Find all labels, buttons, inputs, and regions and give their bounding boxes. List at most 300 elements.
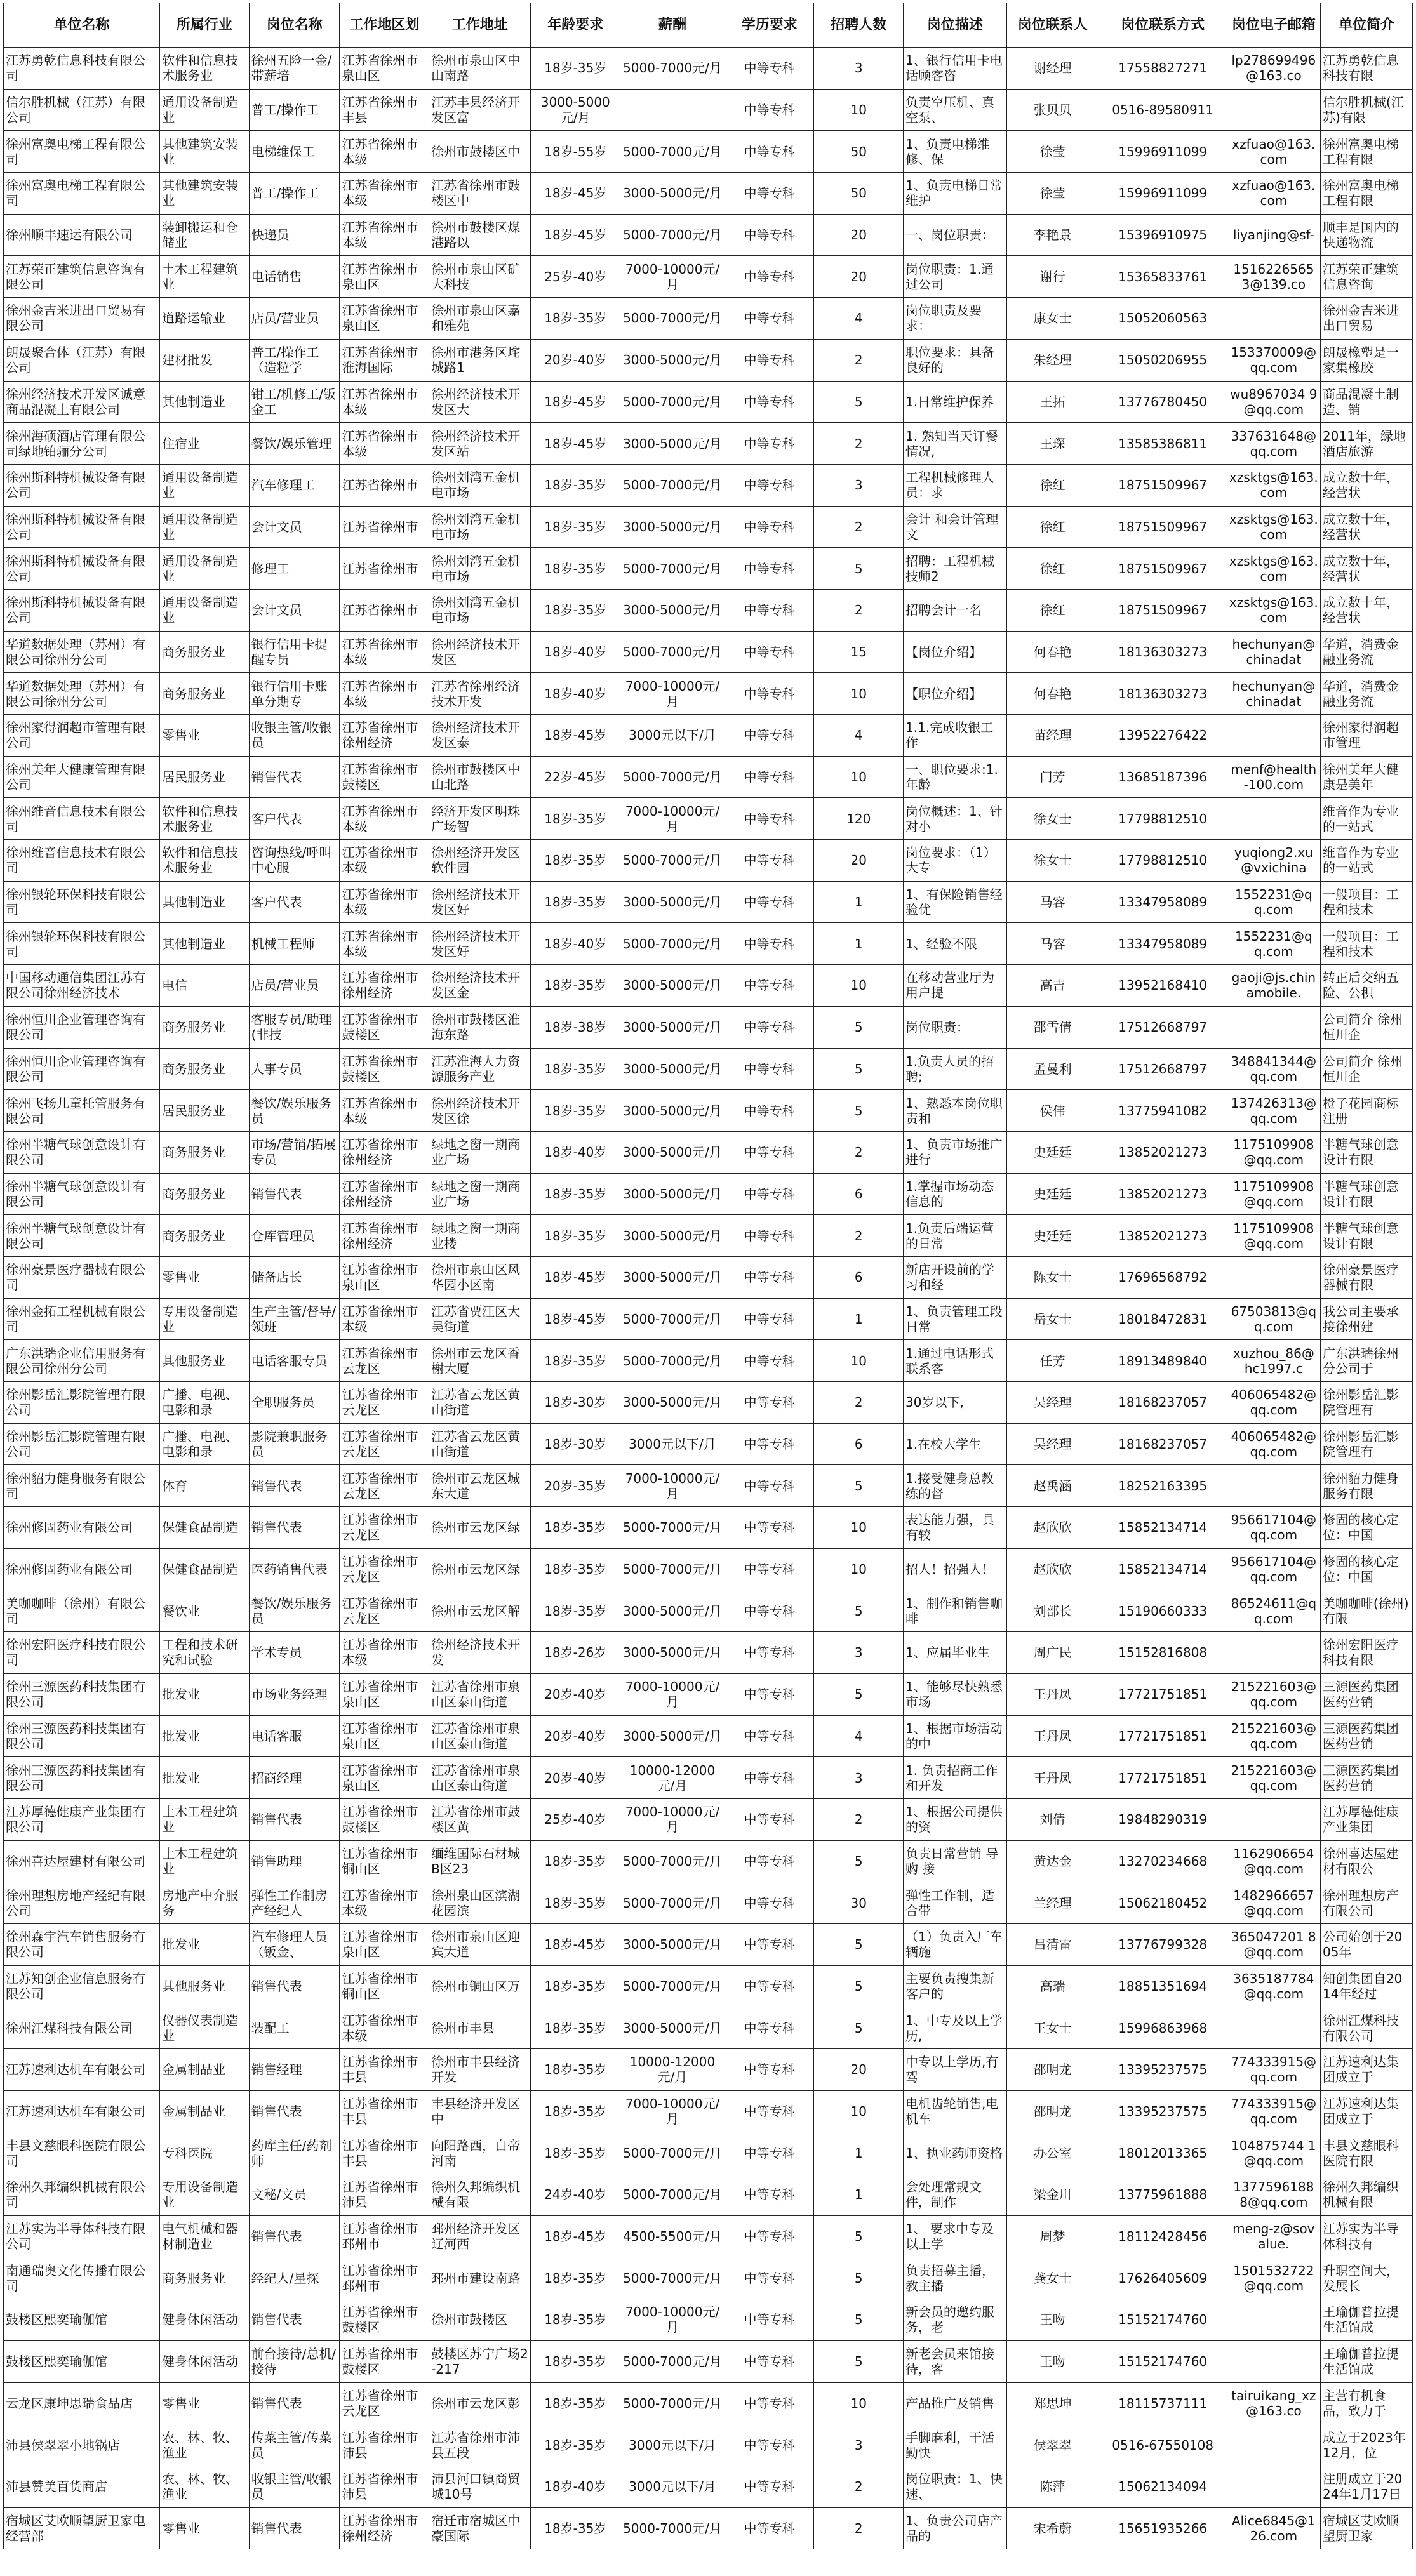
col-email-cell[interactable]: [1227, 2174, 1320, 2216]
col-education-cell[interactable]: [725, 548, 814, 590]
col-headcount-cell[interactable]: [814, 715, 904, 757]
col-email-cell[interactable]: [1227, 1840, 1320, 1882]
col-description-cell[interactable]: [904, 1590, 1007, 1632]
col-phone-cell[interactable]: [1099, 1507, 1227, 1549]
col-headcount-cell[interactable]: [814, 1798, 904, 1840]
col-age-cell[interactable]: [531, 1757, 620, 1799]
col-company-cell[interactable]: [4, 214, 160, 256]
col-phone-cell[interactable]: [1099, 1090, 1227, 1132]
col-description-cell[interactable]: [904, 2132, 1007, 2174]
col-region-cell[interactable]: [340, 339, 429, 381]
col-region-cell[interactable]: [340, 589, 429, 631]
col-education-cell[interactable]: [725, 840, 814, 882]
col-email-cell[interactable]: [1227, 923, 1320, 965]
col-salary-cell[interactable]: [620, 2007, 725, 2049]
col-phone-cell[interactable]: [1099, 1382, 1227, 1424]
col-phone-cell[interactable]: [1099, 2424, 1227, 2466]
col-company-cell[interactable]: [4, 2299, 160, 2341]
col-company-cell[interactable]: [4, 1298, 160, 1340]
col-position-cell[interactable]: [249, 1006, 340, 1048]
col-description-cell[interactable]: [904, 715, 1007, 757]
col-salary-cell[interactable]: [620, 506, 725, 548]
col-description-cell[interactable]: [904, 173, 1007, 215]
col-headcount-cell[interactable]: [814, 1423, 904, 1465]
col-company-cell[interactable]: [4, 1465, 160, 1507]
col-company-cell[interactable]: [4, 2215, 160, 2257]
col-company-cell[interactable]: [4, 339, 160, 381]
col-intro-cell[interactable]: [1320, 923, 1412, 965]
col-region-cell[interactable]: [340, 1715, 429, 1757]
col-address-cell[interactable]: [429, 1340, 531, 1382]
col-position-cell[interactable]: [249, 2382, 340, 2424]
col-description-cell[interactable]: [904, 1965, 1007, 2007]
col-description-cell[interactable]: [904, 589, 1007, 631]
col-phone-cell[interactable]: [1099, 2382, 1227, 2424]
col-headcount-cell[interactable]: [814, 548, 904, 590]
col-education-cell[interactable]: [725, 423, 814, 465]
col-intro-cell[interactable]: [1320, 131, 1412, 173]
col-company-cell[interactable]: [4, 2257, 160, 2299]
col-email-cell[interactable]: [1227, 1798, 1320, 1840]
col-age-cell[interactable]: [531, 1256, 620, 1298]
col-email-cell[interactable]: [1227, 1590, 1320, 1632]
col-description-cell[interactable]: [904, 1215, 1007, 1257]
col-email-cell[interactable]: [1227, 1131, 1320, 1173]
col-phone-cell[interactable]: [1099, 1840, 1227, 1882]
col-age-cell[interactable]: [531, 1131, 620, 1173]
col-headcount-cell[interactable]: [814, 1882, 904, 1924]
col-education-cell[interactable]: [725, 1256, 814, 1298]
col-company-cell[interactable]: [4, 840, 160, 882]
col-contact-cell[interactable]: [1006, 631, 1099, 673]
col-salary-cell[interactable]: [620, 1632, 725, 1674]
col-position-cell[interactable]: [249, 798, 340, 840]
col-education-cell[interactable]: [725, 1882, 814, 1924]
col-region-cell[interactable]: [340, 1923, 429, 1965]
col-company-cell[interactable]: [4, 2174, 160, 2216]
col-description-cell[interactable]: [904, 2049, 1007, 2091]
col-position-cell[interactable]: [249, 464, 340, 506]
col-company-cell[interactable]: [4, 131, 160, 173]
col-phone-cell[interactable]: [1099, 1923, 1227, 1965]
col-contact-cell[interactable]: [1006, 464, 1099, 506]
col-address-cell[interactable]: [429, 673, 531, 715]
col-region-cell[interactable]: [340, 2174, 429, 2216]
col-company-cell[interactable]: [4, 48, 160, 90]
col-phone-cell[interactable]: [1099, 1548, 1227, 1590]
col-position-cell[interactable]: [249, 965, 340, 1007]
col-education-cell[interactable]: [725, 2340, 814, 2382]
col-email-cell[interactable]: [1227, 423, 1320, 465]
col-contact-cell[interactable]: [1006, 1715, 1099, 1757]
col-headcount-cell[interactable]: [814, 1382, 904, 1424]
col-contact-cell[interactable]: [1006, 2424, 1099, 2466]
col-contact-cell[interactable]: [1006, 1840, 1099, 1882]
col-address-cell[interactable]: [429, 2466, 531, 2507]
col-phone-cell[interactable]: [1099, 1215, 1227, 1257]
col-email-cell[interactable]: [1227, 2007, 1320, 2049]
col-region-cell[interactable]: [340, 2257, 429, 2299]
col-company-cell[interactable]: [4, 589, 160, 631]
col-headcount-cell[interactable]: [814, 214, 904, 256]
col-position-cell[interactable]: [249, 214, 340, 256]
col-salary-cell[interactable]: [620, 2257, 725, 2299]
col-education-cell[interactable]: [725, 1715, 814, 1757]
col-region-cell[interactable]: [340, 1423, 429, 1465]
col-age-cell[interactable]: [531, 1382, 620, 1424]
col-email-cell[interactable]: [1227, 48, 1320, 90]
col-contact-cell[interactable]: [1006, 965, 1099, 1007]
col-industry-cell[interactable]: [160, 2049, 250, 2091]
col-industry-cell[interactable]: [160, 715, 250, 757]
col-company-cell[interactable]: [4, 673, 160, 715]
col-contact-cell[interactable]: [1006, 2340, 1099, 2382]
col-position-cell[interactable]: [249, 339, 340, 381]
col-intro-cell[interactable]: [1320, 1507, 1412, 1549]
col-headcount-cell[interactable]: [814, 673, 904, 715]
col-intro-cell[interactable]: [1320, 1923, 1412, 1965]
col-email-cell[interactable]: [1227, 1006, 1320, 1048]
col-email-cell[interactable]: [1227, 2466, 1320, 2507]
col-description-cell[interactable]: [904, 298, 1007, 340]
col-email-cell[interactable]: [1227, 2049, 1320, 2091]
col-industry-cell[interactable]: [160, 2299, 250, 2341]
col-company-cell[interactable]: [4, 1965, 160, 2007]
col-age-cell[interactable]: [531, 1423, 620, 1465]
col-education-cell[interactable]: [725, 1048, 814, 1090]
col-contact-cell[interactable]: [1006, 173, 1099, 215]
col-company-cell[interactable]: [4, 1673, 160, 1715]
col-headcount-cell[interactable]: [814, 1173, 904, 1215]
col-email-cell[interactable]: [1227, 1215, 1320, 1257]
col-contact-cell[interactable]: [1006, 1673, 1099, 1715]
col-headcount-cell[interactable]: [814, 2299, 904, 2341]
col-position-cell[interactable]: [249, 2132, 340, 2174]
col-position-cell[interactable]: [249, 631, 340, 673]
col-description-cell[interactable]: [904, 506, 1007, 548]
col-position-cell[interactable]: [249, 2299, 340, 2341]
col-region-cell[interactable]: [340, 965, 429, 1007]
col-contact-cell[interactable]: [1006, 2090, 1099, 2132]
col-address-cell[interactable]: [429, 2215, 531, 2257]
col-phone-cell[interactable]: [1099, 1256, 1227, 1298]
col-headcount-cell[interactable]: [814, 923, 904, 965]
col-position-cell[interactable]: [249, 173, 340, 215]
col-company-cell[interactable]: [4, 1048, 160, 1090]
col-salary-cell[interactable]: [620, 298, 725, 340]
col-address-cell[interactable]: [429, 1256, 531, 1298]
col-headcount-cell[interactable]: [814, 1757, 904, 1799]
col-region-cell[interactable]: [340, 1382, 429, 1424]
col-education-cell[interactable]: [725, 1173, 814, 1215]
col-intro-cell[interactable]: [1320, 381, 1412, 423]
col-position-cell[interactable]: [249, 381, 340, 423]
col-contact-cell[interactable]: [1006, 1256, 1099, 1298]
col-email-cell[interactable]: [1227, 2257, 1320, 2299]
col-education-cell[interactable]: [725, 2132, 814, 2174]
col-age-cell[interactable]: [531, 1798, 620, 1840]
col-address-cell[interactable]: [429, 1006, 531, 1048]
col-salary-cell[interactable]: [620, 2090, 725, 2132]
col-age-cell[interactable]: [531, 464, 620, 506]
col-headcount-cell[interactable]: [814, 1340, 904, 1382]
col-education-cell[interactable]: [725, 589, 814, 631]
col-age-cell[interactable]: [531, 2215, 620, 2257]
col-company-cell[interactable]: [4, 2424, 160, 2466]
col-address-cell[interactable]: [429, 256, 531, 298]
col-age-cell[interactable]: [531, 173, 620, 215]
col-salary-cell[interactable]: [620, 381, 725, 423]
col-industry-cell[interactable]: [160, 2215, 250, 2257]
col-region-cell[interactable]: [340, 1673, 429, 1715]
col-phone-cell[interactable]: [1099, 673, 1227, 715]
col-intro-cell[interactable]: [1320, 715, 1412, 757]
col-intro-cell[interactable]: [1320, 464, 1412, 506]
col-phone-cell[interactable]: [1099, 339, 1227, 381]
col-industry-cell[interactable]: [160, 256, 250, 298]
col-salary-cell[interactable]: [620, 1465, 725, 1507]
col-age-cell[interactable]: [531, 1590, 620, 1632]
col-intro-cell[interactable]: [1320, 1632, 1412, 1674]
col-contact-cell[interactable]: [1006, 1507, 1099, 1549]
col-industry-cell[interactable]: [160, 1882, 250, 1924]
col-description-cell[interactable]: [904, 1298, 1007, 1340]
col-contact-cell[interactable]: [1006, 923, 1099, 965]
col-company-cell[interactable]: [4, 1340, 160, 1382]
col-company-cell[interactable]: [4, 2132, 160, 2174]
col-industry-cell[interactable]: [160, 2090, 250, 2132]
col-email-cell[interactable]: [1227, 1382, 1320, 1424]
col-education-cell[interactable]: [725, 48, 814, 90]
col-headcount-cell[interactable]: [814, 339, 904, 381]
col-age-cell[interactable]: [531, 48, 620, 90]
col-industry-cell[interactable]: [160, 1340, 250, 1382]
col-position-cell[interactable]: [249, 1673, 340, 1715]
col-address-cell[interactable]: [429, 173, 531, 215]
col-headcount-cell[interactable]: [814, 1965, 904, 2007]
col-position-cell[interactable]: [249, 840, 340, 882]
col-address-cell[interactable]: [429, 2299, 531, 2341]
col-position-cell[interactable]: [249, 2466, 340, 2507]
col-salary-cell[interactable]: [620, 2382, 725, 2424]
col-headcount-cell[interactable]: [814, 131, 904, 173]
col-industry-cell[interactable]: [160, 965, 250, 1007]
col-phone-cell[interactable]: [1099, 1465, 1227, 1507]
col-industry-cell[interactable]: [160, 1215, 250, 1257]
col-description-cell[interactable]: [904, 1006, 1007, 1048]
col-salary-cell[interactable]: [620, 1215, 725, 1257]
col-industry-cell[interactable]: [160, 1548, 250, 1590]
col-intro-cell[interactable]: [1320, 2466, 1412, 2507]
col-salary-cell[interactable]: [620, 1798, 725, 1840]
col-contact-cell[interactable]: [1006, 2466, 1099, 2507]
col-position-cell[interactable]: [249, 1340, 340, 1382]
col-education-cell[interactable]: [725, 2299, 814, 2341]
col-description-cell[interactable]: [904, 548, 1007, 590]
col-description-cell[interactable]: [904, 423, 1007, 465]
col-contact-cell[interactable]: [1006, 256, 1099, 298]
col-region-cell[interactable]: [340, 256, 429, 298]
col-education-cell[interactable]: [725, 1507, 814, 1549]
col-intro-cell[interactable]: [1320, 2215, 1412, 2257]
col-headcount-cell[interactable]: [814, 631, 904, 673]
col-industry-cell[interactable]: [160, 1256, 250, 1298]
col-position-cell[interactable]: [249, 1840, 340, 1882]
col-email-cell[interactable]: [1227, 2132, 1320, 2174]
col-address-cell[interactable]: [429, 1090, 531, 1132]
col-contact-cell[interactable]: [1006, 589, 1099, 631]
col-description-cell[interactable]: [904, 1465, 1007, 1507]
col-headcount-cell[interactable]: [814, 1673, 904, 1715]
col-phone-cell[interactable]: [1099, 464, 1227, 506]
col-salary-cell[interactable]: [620, 464, 725, 506]
col-salary-cell[interactable]: [620, 2299, 725, 2341]
col-position-cell[interactable]: [249, 548, 340, 590]
col-description-cell[interactable]: [904, 1632, 1007, 1674]
col-industry-cell[interactable]: [160, 589, 250, 631]
col-intro-cell[interactable]: [1320, 214, 1412, 256]
col-salary-cell[interactable]: [620, 1590, 725, 1632]
col-headcount-cell[interactable]: [814, 1632, 904, 1674]
col-email-cell[interactable]: [1227, 2090, 1320, 2132]
col-education-cell[interactable]: [725, 131, 814, 173]
col-region-cell[interactable]: [340, 1840, 429, 1882]
col-position-cell[interactable]: [249, 1632, 340, 1674]
col-description-cell[interactable]: [904, 673, 1007, 715]
col-phone-cell[interactable]: [1099, 214, 1227, 256]
col-address-cell[interactable]: [429, 2132, 531, 2174]
col-age-cell[interactable]: [531, 923, 620, 965]
col-education-cell[interactable]: [725, 2049, 814, 2091]
col-industry-cell[interactable]: [160, 464, 250, 506]
col-headcount-cell[interactable]: [814, 2049, 904, 2091]
col-description-cell[interactable]: [904, 2424, 1007, 2466]
col-company-cell[interactable]: [4, 1632, 160, 1674]
col-education-cell[interactable]: [725, 381, 814, 423]
col-company-cell[interactable]: [4, 1923, 160, 1965]
col-description-cell[interactable]: [904, 381, 1007, 423]
col-description-cell[interactable]: [904, 89, 1007, 131]
col-description-cell[interactable]: [904, 2215, 1007, 2257]
col-age-cell[interactable]: [531, 1090, 620, 1132]
col-phone-cell[interactable]: [1099, 423, 1227, 465]
col-salary-cell[interactable]: [620, 48, 725, 90]
col-phone-cell[interactable]: [1099, 2466, 1227, 2507]
col-phone-cell[interactable]: [1099, 1298, 1227, 1340]
col-company-cell[interactable]: [4, 1090, 160, 1132]
col-company-cell[interactable]: [4, 1006, 160, 1048]
col-intro-cell[interactable]: [1320, 256, 1412, 298]
col-age-cell[interactable]: [531, 1965, 620, 2007]
col-headcount-cell[interactable]: [814, 298, 904, 340]
col-age-cell[interactable]: [531, 89, 620, 131]
col-email-cell[interactable]: [1227, 2215, 1320, 2257]
col-education-cell[interactable]: [725, 1923, 814, 1965]
col-education-cell[interactable]: [725, 1548, 814, 1590]
col-education-cell[interactable]: [725, 756, 814, 798]
col-company-cell[interactable]: [4, 173, 160, 215]
col-headcount-cell[interactable]: [814, 2257, 904, 2299]
col-company-cell[interactable]: [4, 2340, 160, 2382]
col-description-cell[interactable]: [904, 965, 1007, 1007]
col-phone-cell[interactable]: [1099, 2090, 1227, 2132]
col-region-cell[interactable]: [340, 1215, 429, 1257]
col-industry-cell[interactable]: [160, 423, 250, 465]
col-age-cell[interactable]: [531, 2174, 620, 2216]
col-company-cell[interactable]: [4, 1173, 160, 1215]
col-region-cell[interactable]: [340, 2340, 429, 2382]
col-description-cell[interactable]: [904, 1090, 1007, 1132]
col-industry-cell[interactable]: [160, 1131, 250, 1173]
col-education-cell[interactable]: [725, 1757, 814, 1799]
col-phone-cell[interactable]: [1099, 1006, 1227, 1048]
col-headcount-cell[interactable]: [814, 756, 904, 798]
col-age-cell[interactable]: [531, 506, 620, 548]
col-region-cell[interactable]: [340, 673, 429, 715]
col-region-cell[interactable]: [340, 840, 429, 882]
col-region-cell[interactable]: [340, 298, 429, 340]
col-email-cell[interactable]: [1227, 298, 1320, 340]
col-address-cell[interactable]: [429, 715, 531, 757]
col-education-cell[interactable]: [725, 2007, 814, 2049]
col-address-cell[interactable]: [429, 423, 531, 465]
col-company-cell[interactable]: [4, 2382, 160, 2424]
col-industry-cell[interactable]: [160, 1173, 250, 1215]
col-age-cell[interactable]: [531, 1006, 620, 1048]
col-position-cell[interactable]: [249, 923, 340, 965]
col-description-cell[interactable]: [904, 1798, 1007, 1840]
col-address-cell[interactable]: [429, 1590, 531, 1632]
col-age-cell[interactable]: [531, 2257, 620, 2299]
col-company-cell[interactable]: [4, 256, 160, 298]
col-headcount-cell[interactable]: [814, 48, 904, 90]
col-intro-cell[interactable]: [1320, 1798, 1412, 1840]
col-industry-cell[interactable]: [160, 506, 250, 548]
col-headcount-cell[interactable]: [814, 173, 904, 215]
col-age-cell[interactable]: [531, 881, 620, 923]
col-position-cell[interactable]: [249, 1090, 340, 1132]
col-education-cell[interactable]: [725, 339, 814, 381]
col-phone-cell[interactable]: [1099, 965, 1227, 1007]
col-region-cell[interactable]: [340, 1048, 429, 1090]
col-industry-cell[interactable]: [160, 214, 250, 256]
col-age-cell[interactable]: [531, 2049, 620, 2091]
col-salary-cell[interactable]: [620, 1673, 725, 1715]
col-address-cell[interactable]: [429, 1298, 531, 1340]
col-phone-cell[interactable]: [1099, 2299, 1227, 2341]
col-headcount-cell[interactable]: [814, 2007, 904, 2049]
col-region-cell[interactable]: [340, 1173, 429, 1215]
col-intro-cell[interactable]: [1320, 589, 1412, 631]
col-industry-cell[interactable]: [160, 381, 250, 423]
col-phone-cell[interactable]: [1099, 1632, 1227, 1674]
col-region-cell[interactable]: [340, 131, 429, 173]
col-headcount-cell[interactable]: [814, 1923, 904, 1965]
col-description-cell[interactable]: [904, 2174, 1007, 2216]
col-education-cell[interactable]: [725, 1965, 814, 2007]
col-contact-cell[interactable]: [1006, 673, 1099, 715]
col-salary-cell[interactable]: [620, 1507, 725, 1549]
col-headcount-cell[interactable]: [814, 2507, 904, 2549]
col-position-cell[interactable]: [249, 1507, 340, 1549]
col-email-cell[interactable]: [1227, 673, 1320, 715]
col-intro-cell[interactable]: [1320, 1215, 1412, 1257]
col-description-cell[interactable]: [904, 798, 1007, 840]
col-salary-cell[interactable]: [620, 1298, 725, 1340]
col-education-cell[interactable]: [725, 2174, 814, 2216]
col-education-cell[interactable]: [725, 715, 814, 757]
col-age-cell[interactable]: [531, 256, 620, 298]
